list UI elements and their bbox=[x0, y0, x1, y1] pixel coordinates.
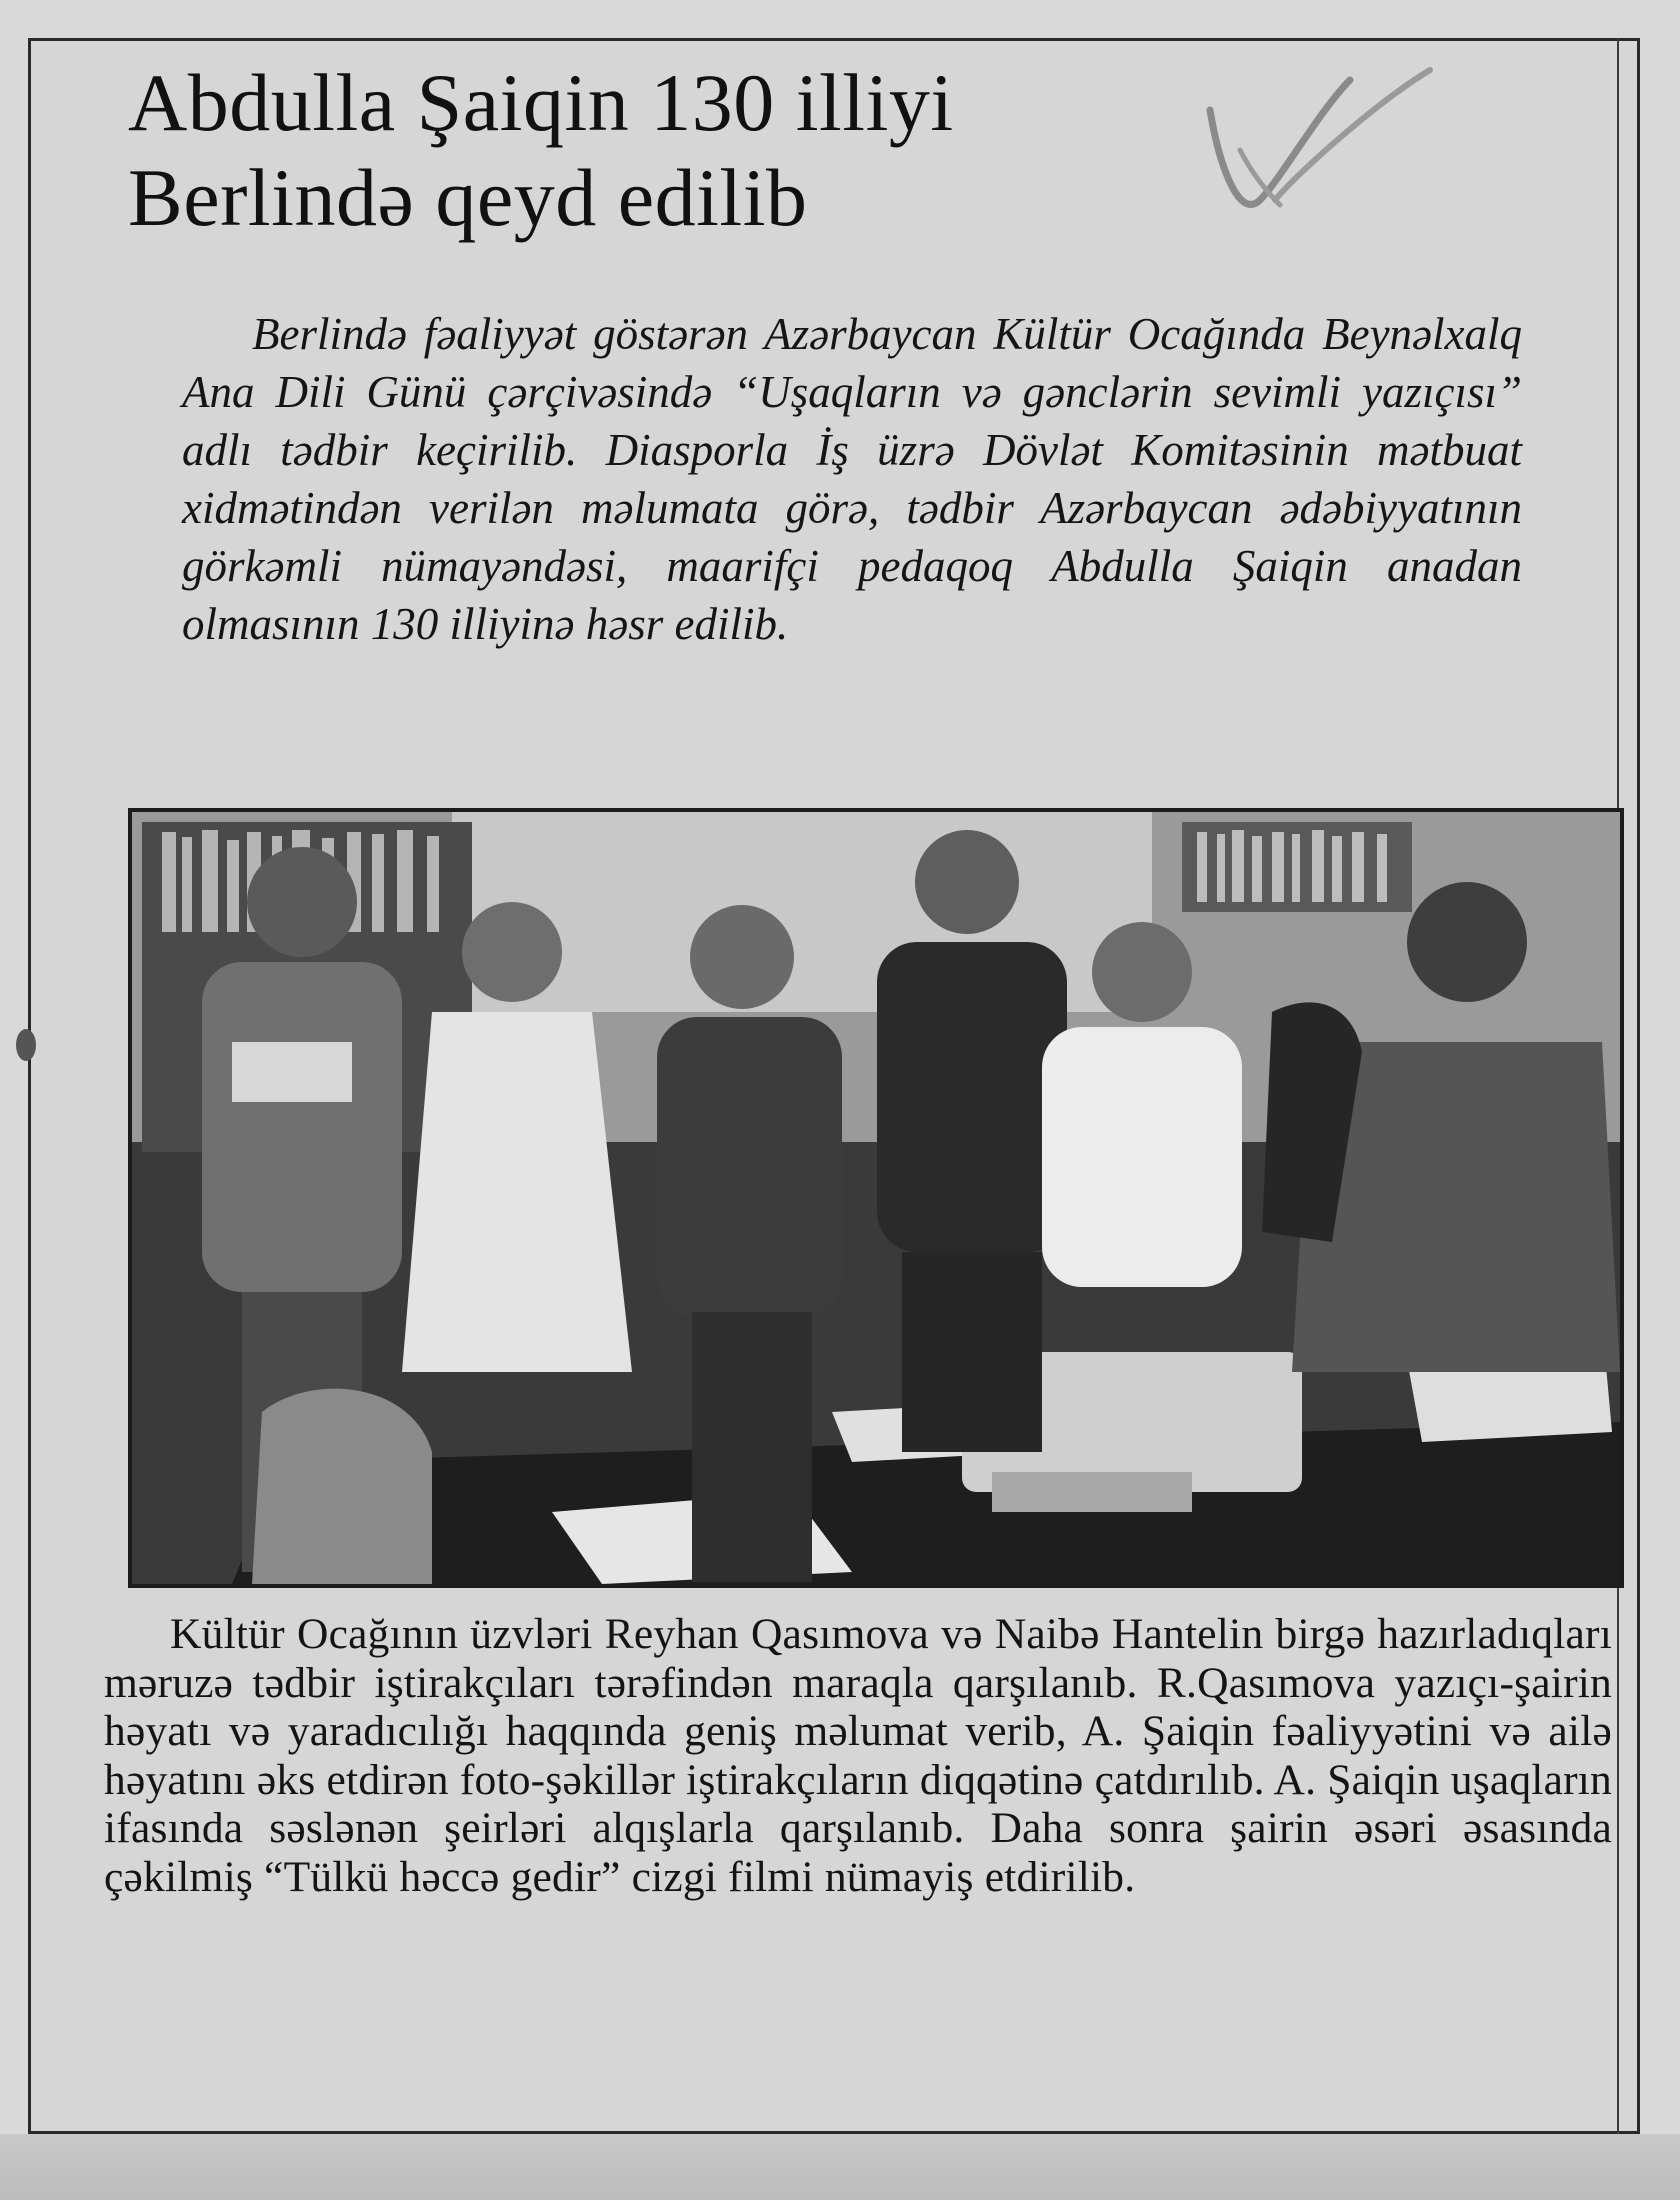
handwritten-pen-mark bbox=[1180, 50, 1480, 230]
body-paragraph: Kültür Ocağının üzvləri Reyhan Qasımova və Naibə Hantelin birgə hazırladıqları məruzə tədbir iştirakçıları tərəfindən maraqla qarşılanıb. R.Qasımova yazıçı-şairin həyatı və yaradıcılığı haqqında geniş məlumat verib, A. Şaiqin fəaliyyətini və ailə həyatını əks etdirən foto-şəkillər iştirakçıların diqqətinə çatdırılıb. A. Şaiqin uşaqların ifasında səslənən şeirləri alqışlarla qarşılanıb. Daha sonra şairin əsəri əsasında çəkilmiş “Tülkü həccə gedir” cizgi filmi nümayiş etdirilib. bbox=[104, 1610, 1612, 1901]
headline bbox=[128, 55, 1128, 245]
article-photo bbox=[128, 808, 1624, 1588]
headline-line-1: Abdulla Şaiqin 130 illiyi bbox=[128, 57, 954, 148]
photo-children-event bbox=[132, 812, 1620, 1584]
headline-line-2: Berlində qeyd edilib bbox=[128, 152, 808, 243]
page-bottom-edge bbox=[0, 2134, 1680, 2200]
lead-paragraph: Berlində fəaliyyət göstərən Azərbaycan Kültür Ocağında Beynəlxalq Ana Dili Günü çərçivəsində “Uşaqların və gənclərin sevimli yazıçısı” adlı tədbir keçirilib. Diasporla İş üzrə Dövlət Komitəsinin mətbuat xidmətindən verilən məlumata görə, tədbir Azərbaycan ədəbiyyatının görkəmli nümayəndəsi, maarifçi pedaqoq Abdulla Şaiqin anadan olmasının 130 illiyinə həsr edilib. bbox=[182, 309, 1522, 649]
binding-hole-mark bbox=[8, 1020, 44, 1070]
